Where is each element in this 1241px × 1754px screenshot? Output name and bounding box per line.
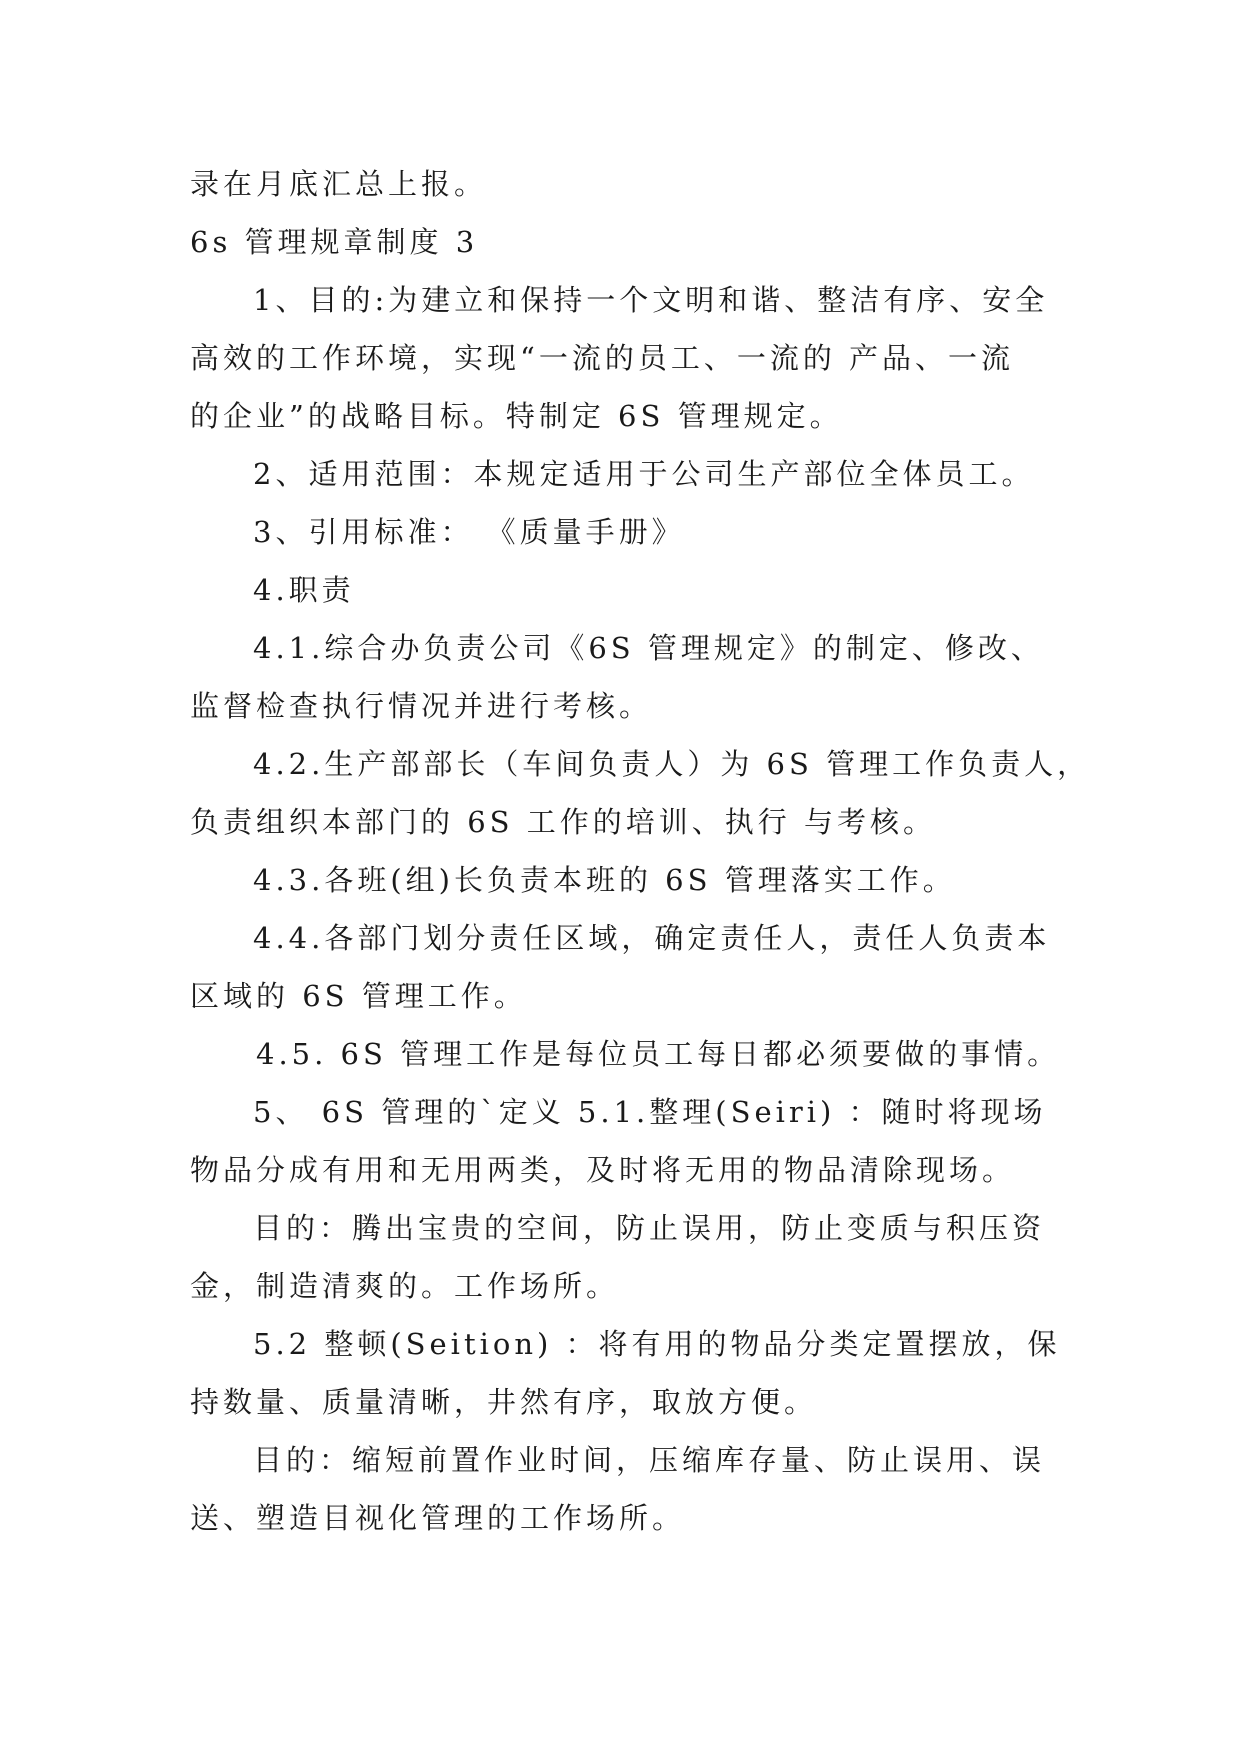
paragraph-4-4-line-1: 4.4.各部门划分责任区域，确定责任人，责任人负责本	[253, 921, 1051, 955]
paragraph-4-2-line-2: 负责组织本部门的 6S 工作的培训、执行 与考核。	[190, 805, 936, 839]
paragraph-5-2-line-1: 5.2 整顿(Seition) ：将有用的物品分类定置摆放，保	[253, 1327, 1061, 1361]
paragraph-5-line-2: 物品分成有用和无用两类，及时将无用的物品清除现场。	[190, 1153, 1016, 1187]
paragraph-5-line-1: 5、 6S 管理的`定义 5.1.整理(Seiri) ：随时将现场	[253, 1095, 1047, 1129]
paragraph-5-2-purpose-line-2: 送、塑造目视化管理的工作场所。	[190, 1501, 686, 1535]
paragraph-5-purpose-line-1: 目的：腾出宝贵的空间，防止误用，防止变质与积压资	[253, 1211, 1046, 1245]
paragraph-4-2-line-1: 4.2.生产部部长（车间负责人）为 6S 管理工作负责人，	[253, 747, 1091, 781]
carryover-line: 录在月底汇总上报。	[190, 167, 488, 201]
paragraph-5-purpose-line-2: 金，制造清爽的。工作场所。	[190, 1269, 620, 1303]
paragraph-5-2-purpose-line-1: 目的：缩短前置作业时间，压缩库存量、防止误用、误	[253, 1443, 1046, 1477]
paragraph-1-line-2: 高效的工作环境，实现“一流的员工、一流的 产品、一流	[190, 341, 1015, 375]
paragraph-4-5: 4.5. 6S 管理工作是每位员工每日都必须要做的事情。	[256, 1037, 1061, 1071]
paragraph-4-heading: 4.职责	[253, 573, 355, 607]
paragraph-3: 3、引用标准： 《质量手册》	[253, 515, 685, 549]
paragraph-4-3: 4.3.各班(组)长负责本班的 6S 管理落实工作。	[253, 863, 956, 897]
paragraph-5-2-line-2: 持数量、质量清晰，井然有序，取放方便。	[190, 1385, 818, 1419]
paragraph-4-1-line-1: 4.1.综合办负责公司《6S 管理规定》的制定、修改、	[253, 631, 1044, 665]
paragraph-4-4-line-2: 区域的 6S 管理工作。	[190, 979, 527, 1013]
paragraph-1-line-1: 1、目的:为建立和保持一个文明和谐、整洁有序、安全	[253, 283, 1049, 317]
paragraph-2: 2、适用范围：本规定适用于公司生产部位全体员工。	[253, 457, 1035, 491]
section-heading: 6s 管理规章制度 3	[190, 225, 479, 259]
paragraph-1-line-3: 的企业”的战略目标。特制定 6S 管理规定。	[190, 399, 843, 433]
paragraph-4-1-line-2: 监督检查执行情况并进行考核。	[190, 689, 653, 723]
